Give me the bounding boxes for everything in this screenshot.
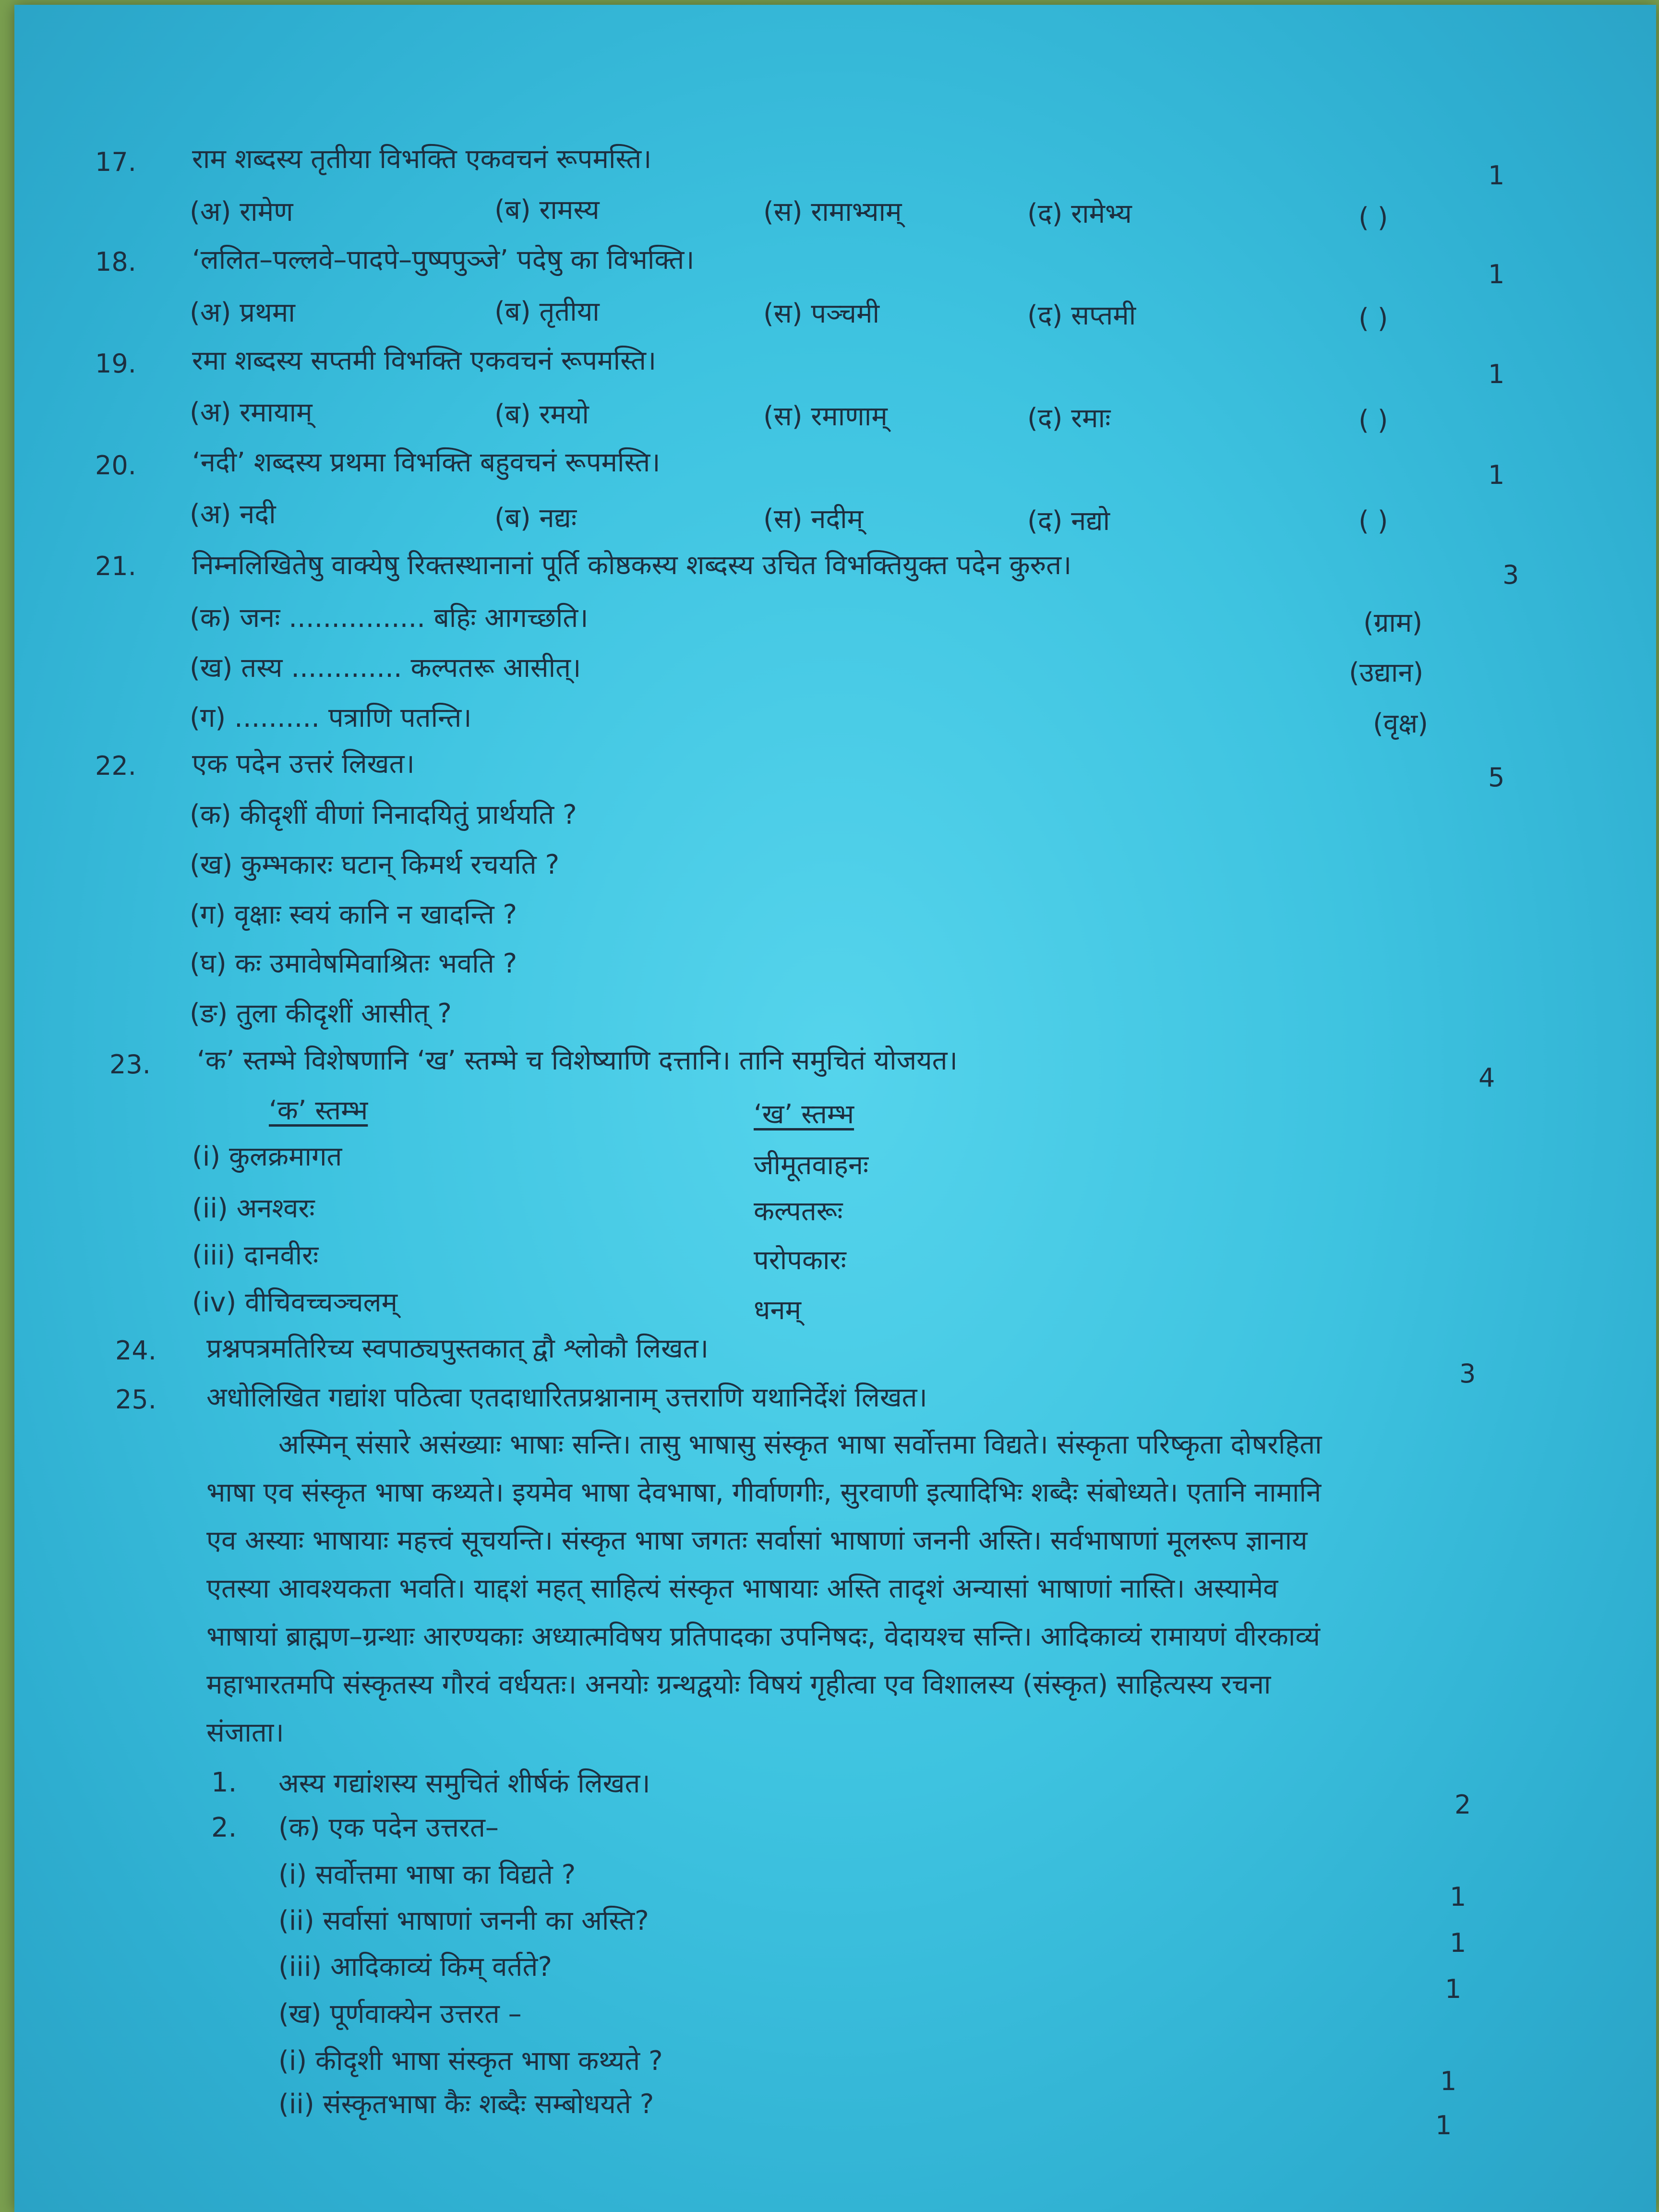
column-a-item: (ii) अनश्वरः [192, 1193, 315, 1224]
answer-bracket[interactable]: ( ) [1358, 505, 1388, 537]
question-text: ‘नदी’ शब्दस्य प्रथमा विभक्ति बहुवचनं रूपमस्ति। [192, 447, 661, 478]
option-b: (ब) नद्यः [494, 503, 577, 534]
question-number: 24. [115, 1335, 156, 1366]
fill-hint: (उद्यान) [1349, 657, 1424, 688]
passage-line: एव अस्याः भाषायाः महत्त्वं सूचयन्ति। संस्कृत भाषा जगतः सर्वासां भाषाणां जननी अस्ति। सर्वभाषाणां मूलरूप ज्ञानाय [206, 1525, 1308, 1556]
sub-question: (ख) कुम्भकारः घटान् किमर्थ रचयति ? [190, 849, 560, 880]
option-b: (ब) रामस्य [494, 194, 600, 226]
marks: 1 [1435, 2110, 1452, 2140]
marks: 4 [1479, 1063, 1495, 1093]
question-number: 20. [95, 450, 136, 481]
question-number: 18. [95, 247, 136, 277]
column-a-item: (i) कुलक्रमागत [192, 1141, 342, 1172]
sub-item: (i) कीदृशी भाषा संस्कृत भाषा कथ्यते ? [278, 2045, 663, 2077]
answer-bracket[interactable]: ( ) [1358, 405, 1388, 436]
marks: 5 [1488, 762, 1505, 793]
marks: 1 [1440, 2066, 1457, 2096]
column-b-heading: ‘ख’ स्तम्भ [754, 1099, 854, 1130]
question-paper [14, 5, 1656, 2212]
marks: 1 [1450, 1882, 1467, 1912]
column-b-item: जीमूतवाहनः [754, 1150, 869, 1181]
fill-item: (ख) तस्य ............. कल्पतरू आसीत्। [190, 652, 581, 684]
column-b-item: कल्पतरूः [754, 1196, 843, 1227]
option-d: (द) नद्यो [1027, 505, 1110, 537]
option-c: (स) रमाणाम् [763, 401, 888, 432]
passage-line: भाषायां ब्राह्मण–ग्रन्थाः आरण्यकाः अध्यात्मविषय प्रतिपादका उपनिषदः, वेदायश्च सन्ति। आदिकाव्यं रामायणं वीरकाव्यं [206, 1621, 1321, 1652]
option-a: (अ) नदी [190, 499, 276, 530]
question-text: अधोलिखित गद्यांश पठित्वा एतदाधारितप्रश्नानाम् उत्तराणि यथानिर्देशं लिखत। [206, 1382, 927, 1413]
question-number: 17. [95, 147, 136, 177]
sub-item: (ii) सर्वासां भाषाणां जननी का अस्ति? [278, 1905, 649, 1936]
marks: 1 [1488, 259, 1505, 289]
question-text: ‘क’ स्तम्भे विशेषणानि ‘ख’ स्तम्भे च विशेष्याणि दत्तानि। तानि समुचितं योजयत। [197, 1045, 958, 1076]
column-b-item: परोपकारः [754, 1245, 846, 1276]
marks: 1 [1450, 1928, 1467, 1958]
sub-question: (ङ) तुला कीदृशीं आसीत् ? [190, 998, 452, 1029]
sub-number: 1. [211, 1767, 237, 1798]
question-text: ‘ललित–पल्लवे–पादपे–पुष्पपुञ्जे’ पदेषु का विभक्ति। [192, 244, 695, 276]
sub-heading: (ख) पूर्णवाक्येन उत्तरत – [278, 1998, 522, 2030]
sub-item: (iii) आदिकाव्यं किम् वर्तते? [278, 1951, 553, 1983]
sub-question: (घ) कः उमावेषमिवाश्रितः भवति ? [190, 948, 517, 979]
marks: 1 [1488, 359, 1505, 389]
option-b: (ब) रमयो [494, 399, 589, 430]
option-a: (अ) रामेण [190, 196, 293, 228]
marks: 3 [1459, 1358, 1476, 1389]
passage-line: संजाता। [206, 1717, 284, 1748]
option-a: (अ) रमायाम् [190, 397, 313, 428]
passage-line: भाषा एव संस्कृत भाषा कथ्यते। इयमेव भाषा देवभाषा, गीर्वाणगीः, सुरवाणी इत्यादिभिः शब्दैः संबोध्यते। एतानि नामानि [206, 1477, 1322, 1508]
sub-item: (i) सर्वोत्तमा भाषा का विद्यते ? [278, 1859, 576, 1890]
sub-number: 2. [211, 1812, 237, 1843]
option-c: (स) नदीम् [763, 504, 864, 535]
passage [206, 1421, 1503, 1757]
question-number: 23. [109, 1049, 151, 1080]
option-d: (द) रामेभ्य [1027, 198, 1132, 229]
marks: 3 [1503, 560, 1519, 590]
marks: 1 [1445, 1974, 1462, 2004]
sub-question: (क) कीदृशीं वीणां निनादयितुं प्रार्थयति ? [190, 799, 577, 830]
option-c: (स) पञ्चमी [763, 298, 879, 329]
question-text: राम शब्दस्य तृतीया विभक्ति एकवचनं रूपमस्ति। [192, 144, 652, 175]
question-number: 19. [95, 349, 136, 379]
fill-item: (क) जनः ................ बहिः आगच्छति। [190, 602, 589, 634]
question-text: एक पदेन उत्तरं लिखत। [192, 748, 415, 780]
column-b-item: धनम् [754, 1295, 802, 1326]
question-text: प्रश्नपत्रमतिरिच्य स्वपाठ्यपुस्तकात् द्वौ श्लोकौ लिखत। [206, 1333, 709, 1364]
column-a-item: (iv) वीचिवच्चञ्चलम् [192, 1287, 397, 1318]
option-d: (द) सप्तमी [1027, 300, 1136, 331]
passage-line: अस्मिन् संसारे असंख्याः भाषाः सन्ति। तासु भाषासु संस्कृत भाषा सर्वोत्तमा विद्यते। संस्कृता परिष्कृता दोषरहिता [278, 1429, 1322, 1460]
fill-hint: (ग्राम) [1363, 607, 1423, 638]
sub-question: अस्य गद्यांशस्य समुचितं शीर्षकं लिखत। [278, 1768, 650, 1799]
fill-item: (ग) .......... पत्राणि पतन्ति। [190, 702, 472, 733]
option-b: (ब) तृतीया [494, 296, 600, 327]
column-a-item: (iii) दानवीरः [192, 1240, 319, 1271]
marks: 1 [1488, 160, 1505, 191]
sub-item: (ii) संस्कृतभाषा कैः शब्दैः सम्बोधयते ? [278, 2089, 654, 2120]
answer-bracket[interactable]: ( ) [1358, 202, 1388, 233]
marks: 2 [1455, 1790, 1471, 1820]
question-text: रमा शब्दस्य सप्तमी विभक्ति एकवचनं रूपमस्ति। [192, 345, 657, 376]
sub-question: (ग) वृक्षाः स्वयं कानि न खादन्ति ? [190, 899, 517, 930]
passage-line: महाभारतमपि संस्कृतस्य गौरवं वर्धयतः। अनयोः ग्रन्थद्वयोः विषयं गृहीत्वा एव विशालस्य (संस्कृत) साहित्यस्य रचना [206, 1669, 1271, 1700]
passage-line: एतस्या आवश्यकता भवति। याद्दशं महत् साहित्यं संस्कृत भाषायाः अस्ति तादृशं अन्यासां भाषाणां नास्ति। अस्यामेव [206, 1573, 1278, 1604]
question-number: 22. [95, 751, 136, 781]
question-number: 25. [115, 1384, 156, 1415]
sub-question: (क) एक पदेन उत्तरत– [278, 1812, 499, 1843]
fill-hint: (वृक्ष) [1373, 708, 1428, 739]
option-d: (द) रमाः [1027, 403, 1111, 434]
answer-bracket[interactable]: ( ) [1358, 303, 1388, 334]
option-a: (अ) प्रथमा [190, 297, 295, 328]
option-c: (स) रामाभ्याम् [763, 196, 902, 228]
question-number: 21. [95, 551, 136, 581]
question-text: निम्नलिखितेषु वाक्येषु रिक्तस्थानानां पूर्ति कोष्ठकस्य शब्दस्य उचित विभक्तियुक्त पदेन कुरुत। [192, 550, 1072, 581]
column-a-heading: ‘क’ स्तम्भ [269, 1095, 368, 1126]
marks: 1 [1488, 460, 1505, 490]
